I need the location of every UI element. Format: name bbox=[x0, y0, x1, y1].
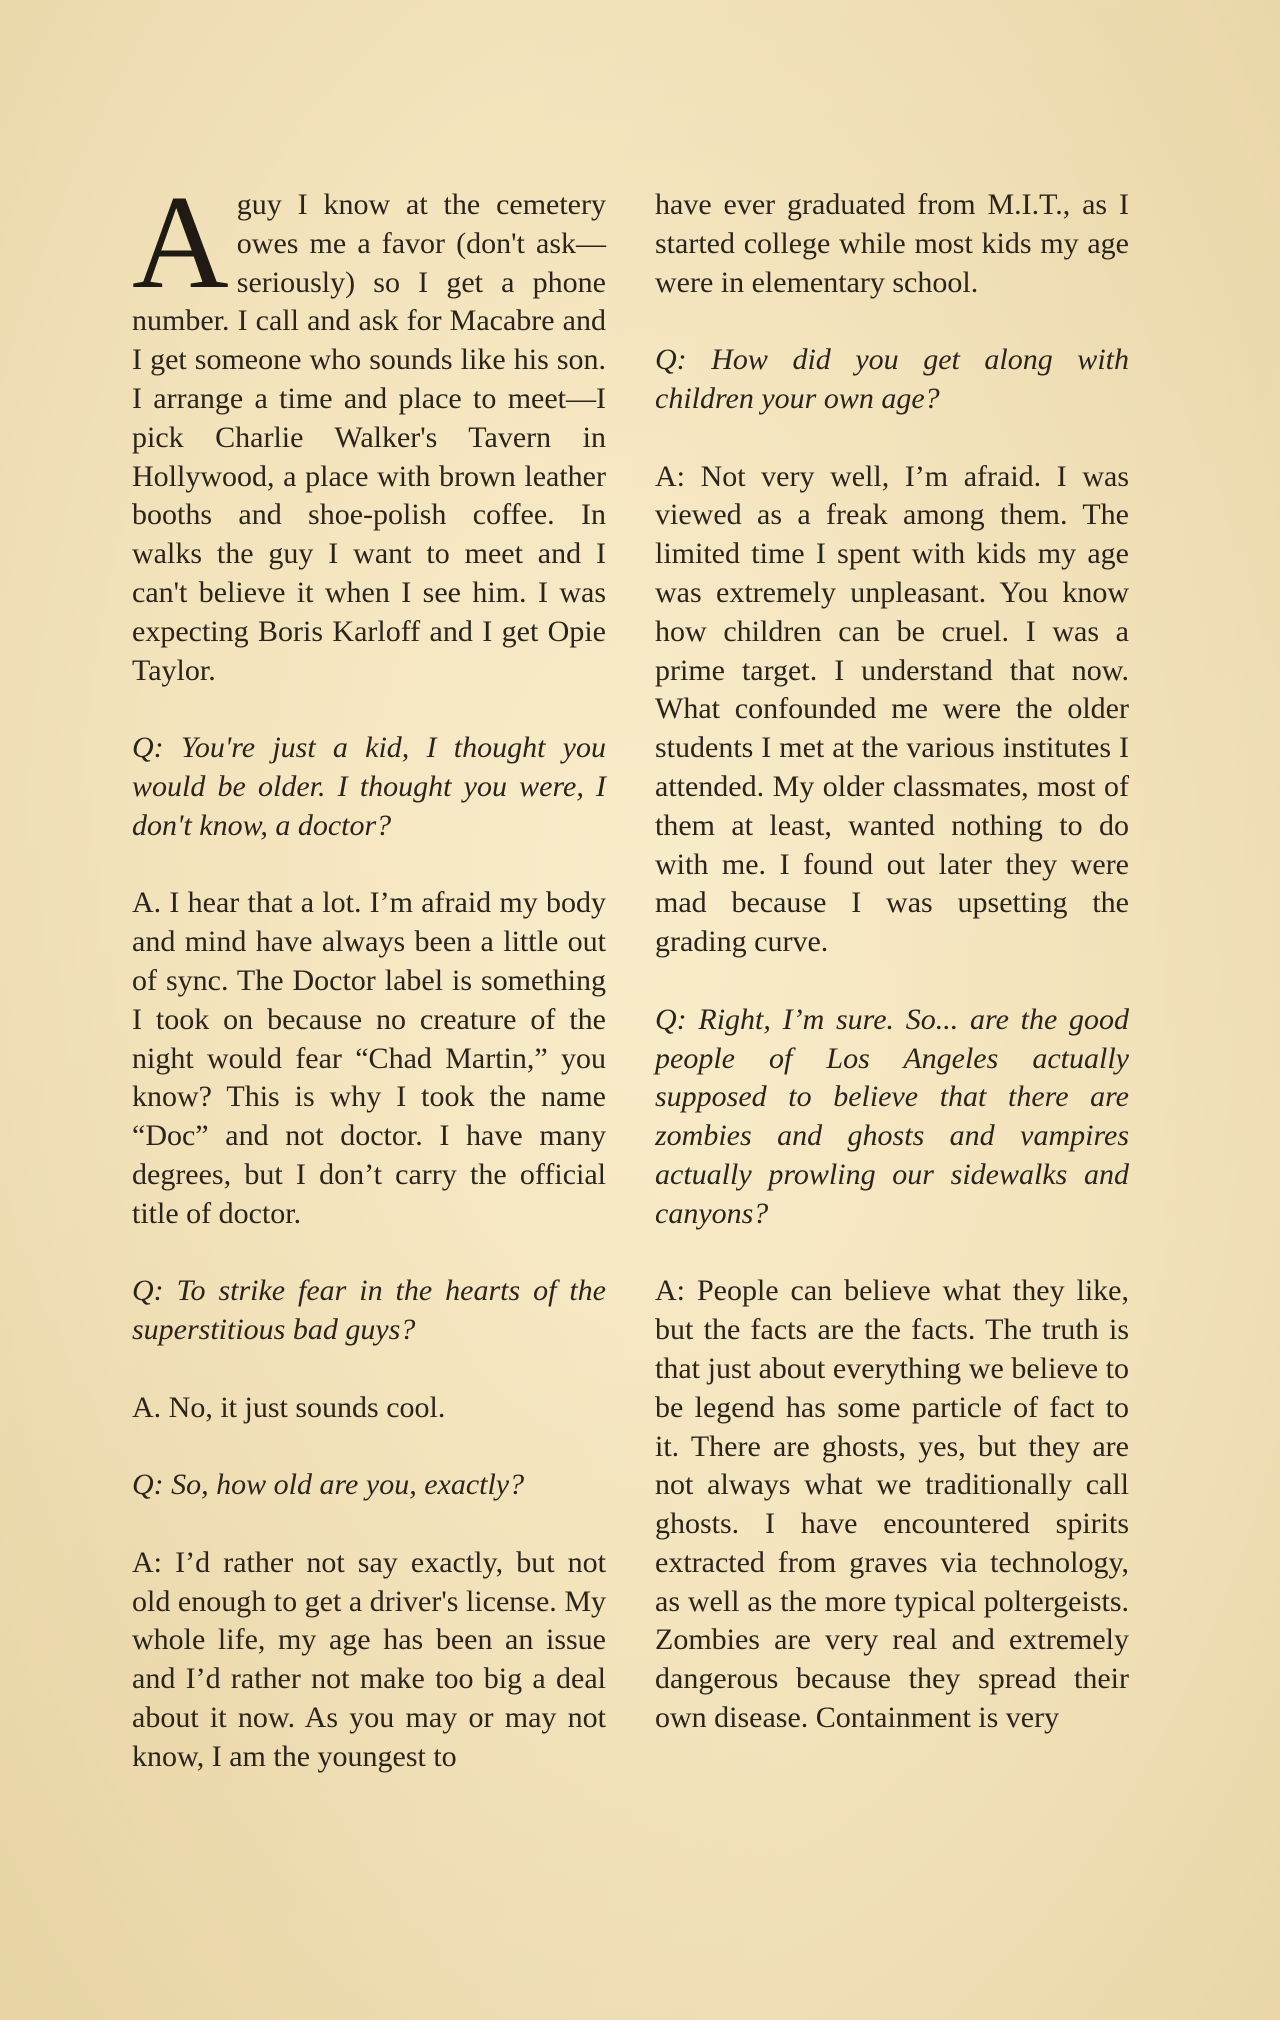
question-4: Q: How did you get along with children your own age? bbox=[655, 343, 1129, 415]
answer-5: A: People can believe what they like, but the facts are the facts. The truth is that just about everything we believe to be legend has some particle of fact to it. There are ghosts, yes, but they are not always what we traditionally call ghosts. I have encountered spirits extracted from graves via technology, as well as the more typical poltergeists. Zombies are very real and extremely dangerous because they spread their own disease. Containment is very bbox=[655, 1274, 1129, 1735]
left-column bbox=[132, 168, 606, 1815]
question-5: Q: Right, I’m sure. So... are the good people of Los Angeles actually supposed to believe that there are zombies and ghosts and vampires actually prowling our sidewalks and canyons? bbox=[655, 1002, 1129, 1230]
answer-2: A. No, it just sounds cool. bbox=[132, 1390, 446, 1424]
question-1: Q: You're just a kid, I thought you would be older. I thought you were, I don't know, a doctor? bbox=[132, 731, 606, 842]
intro-text: guy I know at the cemetery owes me a favor (don't ask—seriously) so I get a phone number. I call and ask for Macabre and I get someone who sounds like his son. I arrange a time and place to meet—I pick Charlie Walker's Tavern in Hollywood, a place with brown leather booths and shoe-polish coffee. In walks the guy I want to meet and I can't believe it when I see him. I was expecting Boris Karloff and I get Opie Taylor. bbox=[132, 188, 606, 687]
right-column bbox=[655, 186, 1129, 1777]
question-3: Q: So, how old are you, exactly? bbox=[132, 1468, 525, 1502]
question-2: Q: To strike fear in the hearts of the superstitious bad guys? bbox=[132, 1274, 606, 1347]
intro-paragraph bbox=[132, 168, 606, 690]
answer-1: A. I hear that a lot. I’m afraid my body and mind have always been a little out of sync. The Doctor label is something I took on because no creature of the night would fear “Chad Martin,” you know? This is why I took the name “Doc” and not doctor. I have many degrees, but I don’t carry the official title of doctor. bbox=[132, 886, 606, 1230]
answer-3-continued: have ever graduated from M.I.T., as I started college while most kids my age were in elementary school. bbox=[655, 188, 1129, 299]
answer-4: A: Not very well, I’m afraid. I was viewed as a freak among them. The limited time I spent with kids my age was extremely unpleasant. You know how children can be cruel. I was a prime target. I understand that now. What confounded me were the older students I met at the various institutes I attended. My older classmates, most of them at least, wanted nothing to do with me. I found out later they were mad because I was upsetting the grading curve. bbox=[655, 459, 1129, 959]
drop-cap: A bbox=[132, 168, 229, 316]
answer-3: A: I’d rather not say exactly, but not old enough to get a driver's license. My whole life, my age has been an issue and I’d rather not make too big a deal about it now. As you may or may not know, I am the youngest to bbox=[132, 1545, 606, 1773]
